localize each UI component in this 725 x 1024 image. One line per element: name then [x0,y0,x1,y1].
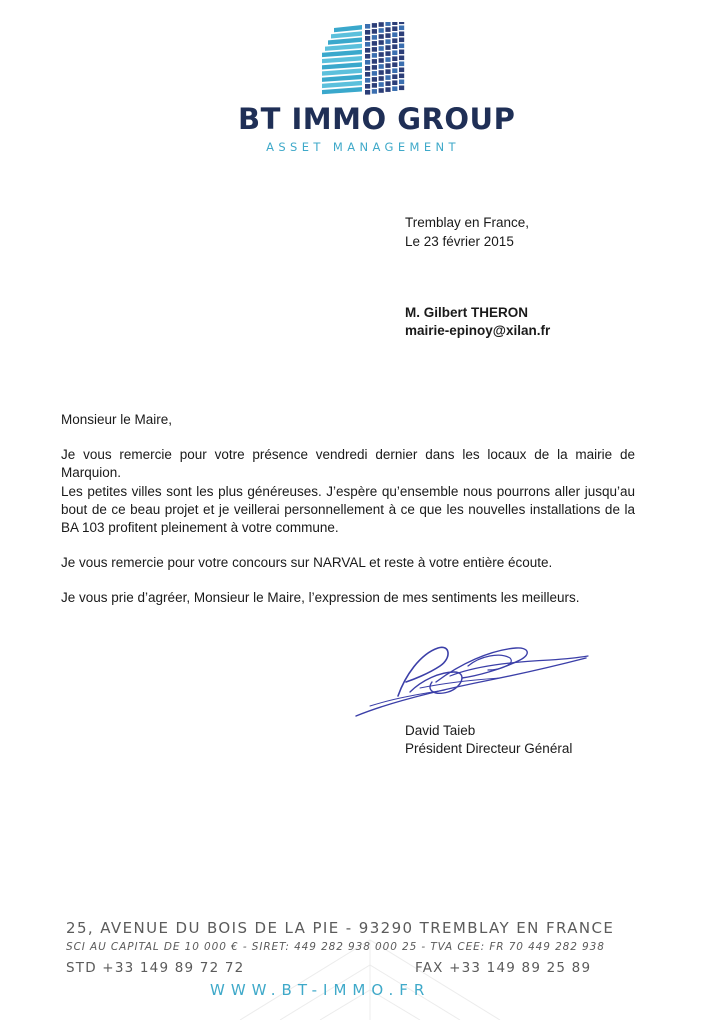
logo-window [365,48,370,53]
logo-window [365,72,370,77]
logo-window [379,88,384,93]
logo-window [372,89,377,94]
logo-window [399,44,404,49]
logo-window [385,63,390,68]
logo-window [365,66,370,71]
logo-window [392,38,397,43]
logo-window [372,59,377,64]
logo-window [372,71,377,76]
logo-window [385,33,390,38]
logo-window [399,22,404,24]
logo-window [379,22,384,27]
logo-window [379,76,384,81]
footer-website[interactable]: WWW.BT-IMMO.FR [210,981,431,999]
logo-window [392,26,397,31]
paragraph: Je vous remercie pour votre présence vendredi dernier dans les locaux de la mairie de Marquion. [61,447,635,480]
logo-window [379,28,384,33]
logo-window [385,57,390,62]
logo-window [399,62,404,67]
letter-date: Le 23 février 2015 [405,234,514,249]
logo-stripe [334,25,362,32]
logo-window [385,75,390,80]
logo-stripe [322,62,362,69]
logo-window [379,34,384,39]
logo-window [372,77,377,82]
logo-window [385,51,390,56]
logo-window [365,78,370,83]
signer-title: Président Directeur Général [405,741,573,756]
logo-stripe [325,44,362,51]
logo-window [372,29,377,34]
logo-window [372,83,377,88]
logo-window [365,84,370,89]
logo-window [379,82,384,87]
logo-stripe [322,87,362,94]
footer-phone: STD +33 149 89 72 72 [66,960,245,976]
logo-window [392,50,397,55]
brand-subtitle: ASSET MANAGEMENT [266,140,460,154]
salutation: Monsieur le Maire, [61,412,173,427]
logo-window [365,36,370,41]
logo-window [392,56,397,61]
logo-stripe [322,56,362,63]
logo-window [392,74,397,79]
logo-stripe [322,75,362,82]
logo-window [385,87,390,92]
logo-window [392,86,397,91]
logo-window [379,52,384,57]
logo-window [385,45,390,50]
footer-legal: SCI AU CAPITAL DE 10 000 € - SIRET: 449 282 938 000 25 - TVA CEE: FR 70 449 282 938 [66,941,605,953]
signer-name: David Taieb [405,723,476,738]
footer-fax: FAX +33 149 89 25 89 [415,960,592,976]
logo-window [392,80,397,85]
logo-window [385,81,390,86]
logo-window [372,47,377,52]
logo-window [392,68,397,73]
logo-window [379,70,384,75]
logo-window [365,60,370,65]
logo-window [392,44,397,49]
logo-stripes [322,25,362,94]
logo-window [399,56,404,61]
logo-window [379,40,384,45]
logo-window [372,53,377,58]
logo-window [365,24,370,29]
logo-window [399,74,404,79]
recipient-name: M. Gilbert THERON [405,305,529,320]
recipient-email: mairie-epinoy@xilan.fr [405,323,551,338]
logo-window [385,22,390,26]
paragraph: Les petites villes sont les plus généreuses. J’espère qu’ensemble nous pourrons aller jusqu’au bout de ce beau projet et je veillerai personnellement à ce que les nouvelles installations de la BA 103 profitent pleinement à votre commune. [61,484,635,535]
logo-stripe [322,81,362,88]
logo-stripe [331,31,362,38]
logo-window [372,41,377,46]
logo-window [385,69,390,74]
brand-name: BT IMMO GROUP [238,102,516,136]
logo-window [385,27,390,32]
logo-window [365,30,370,35]
logo-window [399,80,404,85]
letter-place: Tremblay en France, [405,215,530,230]
logo-window [399,26,404,31]
logo-window [399,68,404,73]
logo-stripe [328,37,362,44]
logo-window [392,22,397,25]
company-logo-icon [318,22,408,102]
logo-window [385,39,390,44]
paragraph: Je vous remercie pour votre concours sur NARVAL et reste à votre entière écoute. [61,555,553,570]
logo-window [372,35,377,40]
logo-stripe [322,68,362,75]
logo-stripe [322,50,362,57]
logo-window [365,42,370,47]
logo-window [399,32,404,37]
logo-window [392,32,397,37]
logo-window [379,58,384,63]
logo-window [365,54,370,59]
logo-window [365,90,370,95]
logo-window [372,23,377,28]
paragraph: Je vous prie d’agréer, Monsieur le Maire, l’expression de mes sentiments les meilleurs. [61,590,580,605]
logo-window [399,38,404,43]
signature-image [350,636,590,720]
logo-grid [365,22,404,95]
logo-window [392,62,397,67]
footer-address: 25, AVENUE DU BOIS DE LA PIE - 93290 TREMBLAY EN FRANCE [66,919,615,937]
logo-window [379,64,384,69]
logo-window [399,86,404,91]
logo-window [379,46,384,51]
logo-window [399,50,404,55]
logo-window [372,65,377,70]
